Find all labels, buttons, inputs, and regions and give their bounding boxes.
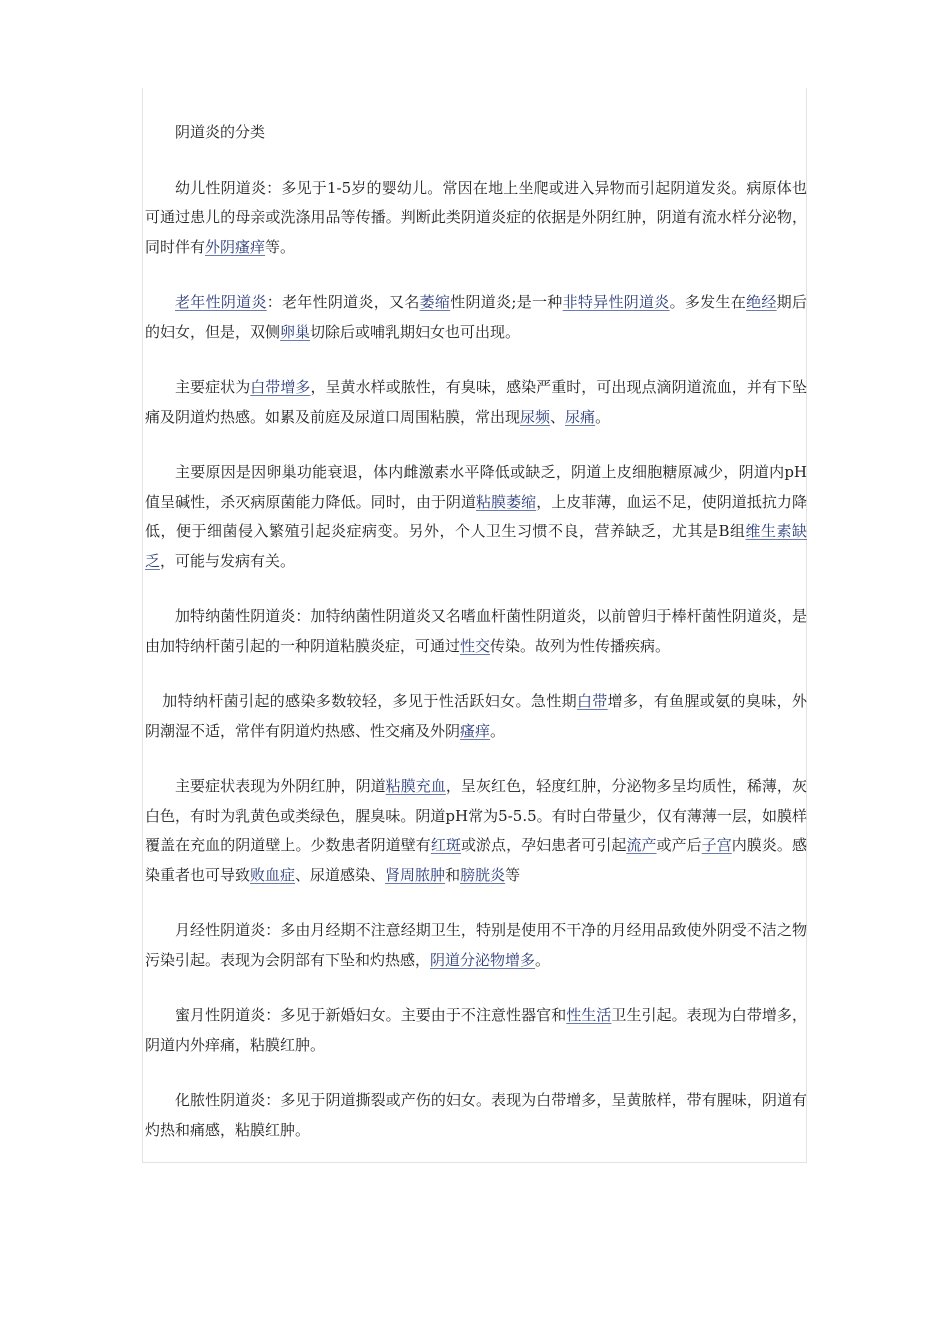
- paragraph-text: 切除后或哺乳期妇女也可出现。: [310, 322, 521, 341]
- article-body: [145, 118, 807, 1171]
- term-link[interactable]: 萎缩: [419, 293, 451, 311]
- paragraph-text: 、尿道感染、: [295, 865, 386, 884]
- paragraph-text: 内膜炎。感染重者也可导致: [145, 836, 807, 884]
- paragraph-text: 。多发生在: [669, 293, 747, 311]
- paragraph-text: 或产后: [656, 836, 702, 854]
- paragraph-gardnerella-2: [145, 687, 807, 746]
- paragraph-gardnerella: [145, 602, 807, 661]
- term-link[interactable]: 尿痛: [565, 407, 596, 426]
- paragraph-text: 传染。故列为性传播疾病。: [490, 636, 671, 655]
- term-link[interactable]: 子宫: [701, 836, 732, 854]
- term-link[interactable]: 维生素缺乏: [145, 522, 807, 570]
- paragraph-text: 蜜月性阴道炎：多见于新婚妇女。主要由于不注意性器官和: [175, 1006, 567, 1024]
- term-link[interactable]: 性交: [460, 636, 491, 655]
- term-link[interactable]: 粘膜萎缩: [476, 492, 537, 511]
- paragraph-text: ，上皮菲薄，血运不足，使阴道抵抗力降低，便于细菌侵入繁殖引起炎症病变。另外，个人卫生习惯不良，营养缺乏，尤其是B组: [145, 492, 807, 540]
- paragraph-text: 和: [445, 865, 461, 884]
- paragraph-text: 月经性阴道炎：多由月经期不注意经期卫生，特别是使用不干净的月经用品致使外阴受不洁之物污染引起。表现为会阴部有下坠和灼热感，: [145, 921, 807, 969]
- term-link[interactable]: 白带: [576, 692, 608, 710]
- term-link[interactable]: 非特异性阴道炎: [562, 293, 670, 311]
- paragraph-text: ，呈黄水样或脓性，有臭味，感染严重时，可出现点滴阴道流血，并有下坠痛及阴道灼热感。如累及前庭及尿道口周围粘膜，常出现: [145, 378, 807, 426]
- paragraph-text: ，呈灰红色，轻度红肿，分泌物多呈均质性，稀薄，灰白色，有时为乳黄色或类绿色，腥臭味。阴道pH常为5-5.5。有时白带量少，仅有薄薄一层，如膜样覆盖在充血的阴道壁上。少数患者阴道壁有: [145, 777, 807, 854]
- paragraph-senile: [145, 288, 807, 347]
- paragraph-text: 。: [595, 407, 611, 426]
- term-link[interactable]: 肾周脓肿: [385, 865, 446, 884]
- paragraph-honeymoon: [145, 1001, 807, 1060]
- paragraph-text: ，可能与发病有关。: [160, 551, 296, 570]
- term-link[interactable]: 绝经: [746, 293, 777, 311]
- paragraph-text: 加特纳菌性阴道炎：加特纳菌性阴道炎又名嗜血杆菌性阴道炎，以前曾归于棒杆菌性阴道炎，是由加特纳杆菌引起的一种阴道粘膜炎症，可通过: [145, 607, 807, 655]
- term-link[interactable]: 红斑: [430, 836, 461, 854]
- paragraph-text: ：老年性阴道炎，又名: [266, 293, 420, 311]
- term-link[interactable]: 流产: [626, 836, 657, 854]
- term-link[interactable]: 性生活: [566, 1006, 612, 1024]
- paragraph-text: 化脓性阴道炎：多见于阴道撕裂或产伤的妇女。表现为白带增多，呈黄脓样，带有腥味，阴道有灼热和痛感，粘膜红肿。: [145, 1091, 807, 1139]
- paragraph-text: 。: [490, 721, 506, 740]
- term-link[interactable]: 白带增多: [250, 378, 311, 396]
- paragraph-text: 主要原因是因卵巢功能衰退，体内雌激素水平降低或缺乏，阴道上皮细胞糖原减少，阴道内pH值呈碱性，杀灭病原菌能力降低。同时，由于阴道: [145, 463, 807, 511]
- term-link[interactable]: 膀胱炎: [460, 865, 506, 884]
- paragraph-text: 期后的妇女，但是，双侧: [145, 293, 807, 341]
- paragraph-senile-symptoms: [145, 373, 807, 432]
- paragraph-infantile: [145, 174, 807, 263]
- paragraph-text: 加特纳杆菌引起的感染多数较轻，多见于性活跃妇女。急性期: [162, 692, 577, 710]
- term-link[interactable]: 粘膜充血: [385, 777, 446, 795]
- term-link[interactable]: 卵巢: [280, 322, 311, 341]
- term-link[interactable]: 老年性阴道炎: [175, 293, 267, 311]
- paragraph-text: 等: [505, 865, 521, 884]
- paragraph-text: 或淤点，孕妇患者可引起: [460, 836, 627, 854]
- paragraph-text: 。: [535, 950, 551, 969]
- paragraph-text: 卫生引起。表现为白带增多，阴道内外痒痛，粘膜红肿。: [145, 1006, 807, 1054]
- paragraph-text: 、: [550, 407, 566, 426]
- term-link[interactable]: 瘙痒: [460, 721, 491, 740]
- term-link[interactable]: 败血症: [250, 865, 296, 884]
- term-link[interactable]: 阴道分泌物增多: [430, 950, 536, 969]
- term-link[interactable]: 尿频: [520, 407, 551, 426]
- paragraph-text: 主要症状为: [175, 378, 251, 396]
- paragraph-menstrual: [145, 916, 807, 975]
- paragraph-text: 性阴道炎;是一种: [450, 293, 563, 311]
- paragraph-gardnerella-symptoms: [145, 772, 807, 890]
- paragraph-text: 等。: [265, 237, 296, 256]
- paragraph-text: 主要症状表现为外阴红肿，阴道: [175, 777, 386, 795]
- paragraph-text: 幼儿性阴道炎：多见于1-5岁的婴幼儿。常因在地上坐爬或进入异物而引起阴道发炎。病原体也可通过患儿的母亲或洗涤用品等传播。判断此类阴道炎症的依据是外阴红肿，阴道有流水样分泌物，同时伴有: [145, 178, 807, 256]
- article-title: 阴道炎的分类: [175, 123, 266, 141]
- term-link[interactable]: 外阴瘙痒: [205, 237, 266, 256]
- paragraph-purulent: [145, 1086, 807, 1145]
- paragraph-text: 增多，有鱼腥或氨的臭味，外阴潮湿不适，常伴有阴道灼热感、性交痛及外阴: [145, 692, 807, 740]
- paragraph-list: [145, 174, 807, 1146]
- paragraph-senile-causes: [145, 458, 807, 576]
